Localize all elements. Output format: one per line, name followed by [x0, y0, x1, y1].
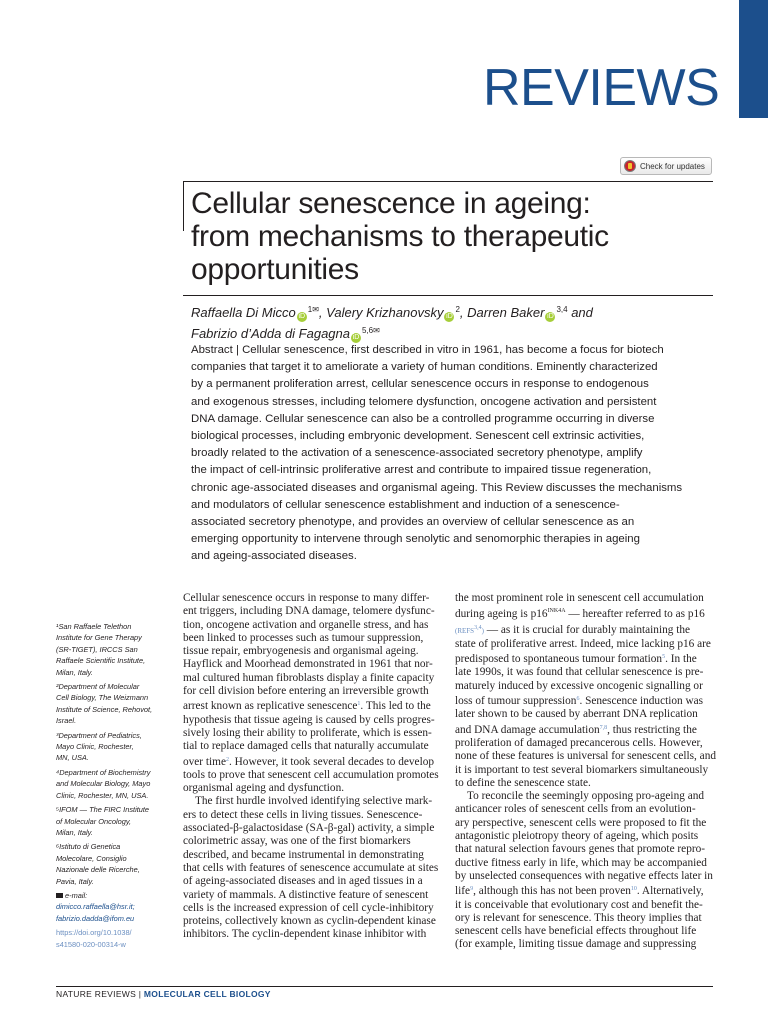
affiliation-line: Milan, Italy.	[56, 667, 93, 677]
body-line: colorimetric assay, was one of the first biomarkers	[183, 835, 411, 848]
affiliation-line: Mayo Clinic, Rochester,	[56, 742, 134, 752]
body-line: cells is the increased expression of cell cycle-inhibitory	[183, 901, 434, 914]
body-line: that cells with features of senescence accumulate at sites	[183, 861, 439, 874]
body-line: tissue repair, embryogenesis and organismal ageing.	[183, 645, 419, 658]
affiliation-line: Institute for Gene Therapy	[56, 633, 142, 643]
footer-journal: MOLECULAR CELL BIOLOGY	[143, 989, 271, 999]
orcid-icon[interactable]: iD	[298, 313, 306, 320]
affiliation-line: Pavia, Italy.	[56, 876, 94, 886]
orcid-icon[interactable]: iD	[446, 313, 453, 320]
orcid-icon[interactable]: iD	[547, 313, 554, 320]
citation-link[interactable]: (REFS	[455, 626, 475, 635]
abstract-line: associated secretory phenotype, and provides an overview of cellular senescence as an	[191, 516, 635, 529]
body-text: . Alternatively,	[636, 885, 704, 898]
body-text: . However, it took several decades to develop	[228, 755, 434, 768]
body-line	[455, 605, 713, 621]
author-name[interactable]: Fabrizio d’Adda di Fagagna	[191, 326, 350, 341]
abstract-line: companies that target it to ameliorate a variety of human conditions. Eminently characterized	[191, 361, 658, 374]
body-line	[455, 722, 713, 737]
citation-link[interactable]: 10	[630, 886, 637, 893]
body-line: to define the senescence state.	[455, 776, 591, 789]
citation-link[interactable]: 3,4	[474, 624, 482, 631]
affiliation	[56, 804, 176, 838]
body-text: during ageing is p16	[455, 608, 548, 621]
abstract-line: biological processes, including embryonic development. Senescent cell extrinsic activities,	[191, 430, 645, 443]
body-text: . Senescence induction was	[579, 695, 704, 708]
author-affiliation-sup: 1✉	[307, 305, 319, 314]
body-line: proteins, collectively known as cyclin-dependent kinase	[183, 915, 436, 928]
affiliation-line: Raffaele Scientific Institute,	[56, 656, 146, 666]
abstract-line: broadly related to the activation of a senescence-associated secretory phenotype, amplify	[191, 447, 643, 460]
citation-link[interactable]: 2	[225, 756, 229, 763]
affiliation-line: Israel.	[56, 716, 77, 726]
citation-link[interactable]: )	[481, 626, 484, 635]
affiliation-line: ⁴Department of Biochemistry	[56, 767, 151, 777]
title-line: opportunities	[191, 253, 359, 286]
body-line: it is conceivable that evolutionary cost and benefit the-	[455, 898, 703, 911]
footer-rule	[56, 986, 713, 987]
body-text: life	[455, 885, 471, 898]
body-text: predisposed to spontaneous tumour formation	[455, 653, 663, 666]
crossmark-icon	[624, 160, 636, 172]
body-column-left	[183, 592, 441, 942]
body-text: loss of tumour suppression	[455, 695, 577, 708]
abstract	[191, 342, 716, 566]
title-line: from mechanisms to therapeutic	[191, 220, 609, 253]
section-header: REVIEWS	[483, 59, 720, 117]
email-label: e-mail:	[65, 890, 88, 900]
body-line: senescent cells have beneficial effects throughout life	[455, 925, 697, 938]
check-for-updates-label: Check for updates	[640, 161, 705, 171]
citation-link[interactable]: 9	[470, 886, 474, 893]
body-text: . In the	[665, 653, 697, 666]
title-rule-left	[183, 181, 184, 231]
affiliation-line: Nazionale delle Ricerche,	[56, 865, 140, 875]
body-line: sively losing their ability to proliferate, which is essen-	[183, 726, 432, 739]
body-line: the most prominent role in senescent cell accumulation	[455, 592, 704, 604]
body-line: antagonistic pleiotropy theory of ageing, which posits	[455, 830, 699, 843]
body-line: tion, oncogene activation and organelle stress, and has	[183, 618, 429, 631]
body-line: none of these features is universal for senescent cells, and	[455, 750, 716, 763]
affiliation-line: ³Department of Pediatrics,	[56, 730, 142, 740]
doi-line[interactable]: s41580-020-00314-w	[56, 939, 126, 949]
body-line: of ageing-associated diseases and in aged tissues in a	[183, 875, 423, 888]
author-line: Raffaella Di Micco $iD^{1✉}$, Valery Krizhanovsky $iD^2$, Darren Baker iD$^{3,4}$ and	[191, 305, 593, 320]
citation-link[interactable]: 1	[357, 701, 361, 708]
author-name[interactable]: Valery Krizhanovsky	[326, 305, 444, 320]
affiliation-line: ²Department of Molecular	[56, 682, 140, 692]
body-line	[455, 693, 713, 708]
body-line: tools to prove that senescent cell accumulation promotes	[183, 768, 439, 781]
body-text: , although this has not been proven	[473, 885, 631, 898]
body-line: ers to detect these cells in living tissues. Senescence-	[183, 808, 423, 821]
abstract-line: chronic age-associated diseases and organismal ageing. This Review discusses the mechanisms	[191, 481, 683, 494]
body-line: been linked to processes such as tumour suppression,	[183, 631, 424, 644]
affiliation-line: Cell Biology, The Weizmann	[56, 693, 149, 703]
affiliation-line: (SR-TIGET), IRCCS San	[56, 644, 138, 654]
body-line: tial to replace damaged cells that naturally accumulate	[183, 740, 429, 753]
email-link[interactable]: dimicco.raffaella@hsr.it;	[56, 902, 135, 912]
email-link[interactable]: fabrizio.dadda@ifom.eu	[56, 913, 135, 923]
citation-link[interactable]: 7,8	[599, 724, 608, 731]
affiliation-line: Molecolare, Consiglio	[56, 853, 127, 863]
body-line: To reconcile the seemingly opposing pro-ageing and	[467, 790, 705, 803]
affiliation	[56, 730, 176, 764]
affiliation	[56, 681, 176, 727]
body-line: Hayflick and Moorhead demonstrated in 1961 that nor-	[183, 658, 433, 671]
affiliations-sidebar	[56, 621, 176, 953]
body-text: . This led to the	[360, 700, 431, 713]
body-column-right	[455, 592, 716, 952]
affiliation-line: Clinic, Rochester, MN, USA.	[56, 790, 149, 800]
body-line: anticancer roles of senescent cells from an evolution-	[455, 803, 696, 816]
page-footer	[56, 989, 271, 999]
body-text: , thus restricting the	[607, 723, 697, 736]
body-line: (for example, limiting tissue damage and suppressing	[455, 938, 697, 951]
body-line: Cellular senescence occurs in response to many differ-	[183, 592, 430, 604]
author-affiliation-sup: 3,4	[556, 305, 568, 314]
body-line: ent triggers, including DNA damage, telomere dysfunc-	[183, 605, 435, 618]
body-line	[455, 651, 713, 666]
doi-link[interactable]	[56, 927, 176, 950]
abstract-line: emerging opportunity to intervene through senolytic and senomorphic therapies in ageing	[191, 533, 640, 546]
body-line	[183, 698, 441, 713]
check-for-updates-button[interactable]	[620, 157, 712, 175]
body-line: later shown to be caused by aberrant DNA replication	[455, 708, 698, 721]
body-line: late 1990s, it was found that cellular senescence is pre-	[455, 666, 704, 679]
abstract-line: and modulators of cellular senescence establishment and induction of a senescence-	[191, 498, 620, 511]
email-label-line	[56, 890, 176, 901]
abstract-line: by a permanent proliferation arrest, cellular senescence occurs in response to endogenous	[191, 378, 649, 391]
author-affiliation-sup: 2	[455, 305, 460, 314]
orcid-icon[interactable]: iD	[352, 334, 360, 341]
body-line: The first hurdle involved identifying selective mark-	[195, 795, 433, 808]
affiliation	[56, 841, 176, 887]
abstract-line: DNA damage. Cellular senescence can also be a controlled programme occurring in diverse	[191, 412, 655, 425]
affiliation-line: and Molecular Biology, Mayo	[56, 779, 151, 789]
author-name[interactable]: Raffaella Di Micco	[191, 305, 296, 320]
envelope-icon	[56, 893, 63, 898]
body-text: arrest known as replicative senescence	[183, 700, 358, 713]
title-line: Cellular senescence in ageing:	[191, 187, 591, 220]
body-line	[183, 754, 441, 769]
affiliation-line: Institute of Science, Rehovot,	[56, 704, 153, 714]
author-name[interactable]: Darren Baker	[467, 305, 545, 320]
affiliation-line: MN, USA.	[56, 753, 89, 763]
body-line: ductive fitness early in life, which may be accompanied	[455, 856, 707, 869]
superscript: INK4A	[547, 608, 566, 615]
article-title	[191, 187, 711, 286]
abstract-line: Abstract | Cellular senescence, first described in vitro in 1961, has become a focus for biotech	[191, 344, 664, 356]
affiliation	[56, 621, 176, 678]
body-line: mal cultured human fibroblasts display a finite capacity	[183, 671, 435, 684]
doi-line[interactable]: https://doi.org/10.1038/	[56, 928, 132, 938]
footer-publisher: NATURE REVIEWS |	[56, 989, 144, 999]
abstract-line: the impact of cell-intrinsic proliferative arrest and contribute to impaired tissue regeneration,	[191, 464, 652, 477]
author-line	[191, 322, 711, 343]
body-line: that natural selection favours genes that promote repro-	[455, 843, 706, 856]
body-line: associated-β-galactosidase (SA-β-gal) activity, a simple	[183, 822, 435, 835]
title-rule-top	[183, 181, 713, 182]
affiliation-line: of Molecular Oncology,	[56, 816, 132, 826]
body-text: — as it is crucial for durably maintaining the	[483, 623, 691, 636]
body-text: and DNA damage accumulation	[455, 723, 600, 736]
body-line: ory is relevant for senescence. This theory implies that	[455, 911, 702, 924]
body-line: ary perspective, senescent cells were proposed to fit the	[455, 816, 707, 829]
section-color-bar	[739, 0, 768, 118]
body-text: — hereafter referred to as p16	[565, 608, 705, 621]
body-line	[455, 622, 713, 638]
author-affiliation-sup: 5,6✉	[362, 326, 380, 335]
body-line: hypothesis that tissue ageing is caused by cells progres-	[183, 713, 435, 726]
body-line: by unselected consequences with negative effects later in	[455, 869, 713, 882]
affiliation-line: ⁶Istituto di Genetica	[56, 842, 121, 852]
body-line: maturely induced by excessive oncogenic signalling or	[455, 679, 703, 692]
citation-link[interactable]: 5	[662, 654, 666, 661]
body-text: over time	[183, 755, 226, 768]
author-conjunction: and	[571, 305, 593, 320]
abstract-line: and ageing-associated diseases.	[191, 550, 357, 563]
body-line	[455, 883, 713, 898]
author-list	[191, 301, 711, 343]
body-line: organismal ageing and dysfunction.	[183, 782, 345, 795]
citation-link[interactable]: 6	[576, 696, 580, 703]
affiliation-line: ⁵IFOM — The FIRC Institute	[56, 805, 150, 815]
body-line: inhibitors. The cyclin-dependent kinase inhibitor with	[183, 928, 427, 941]
body-line: it is important to test several biomarkers simultaneously	[455, 763, 709, 776]
body-line: described, and became instrumental in demonstrating	[183, 848, 424, 861]
body-line: proliferation of damaged precancerous cells. However,	[455, 736, 703, 749]
abstract-line: and exogenous stresses, including telomere dysfunction, oncogene activation and persistent	[191, 395, 657, 408]
title-rule-bottom	[183, 295, 713, 296]
email-block	[56, 890, 176, 924]
affiliation-line: Milan, Italy.	[56, 827, 93, 837]
affiliation	[56, 767, 176, 801]
affiliation-line: ¹San Raffaele Telethon	[56, 622, 132, 631]
body-line: for cell division before entering an irreversible growth	[183, 685, 429, 698]
body-line: variety of mammals. A distinctive feature of senescent	[183, 888, 429, 901]
body-line: state of proliferative arrest. Indeed, mice lacking p16 are	[455, 637, 711, 650]
